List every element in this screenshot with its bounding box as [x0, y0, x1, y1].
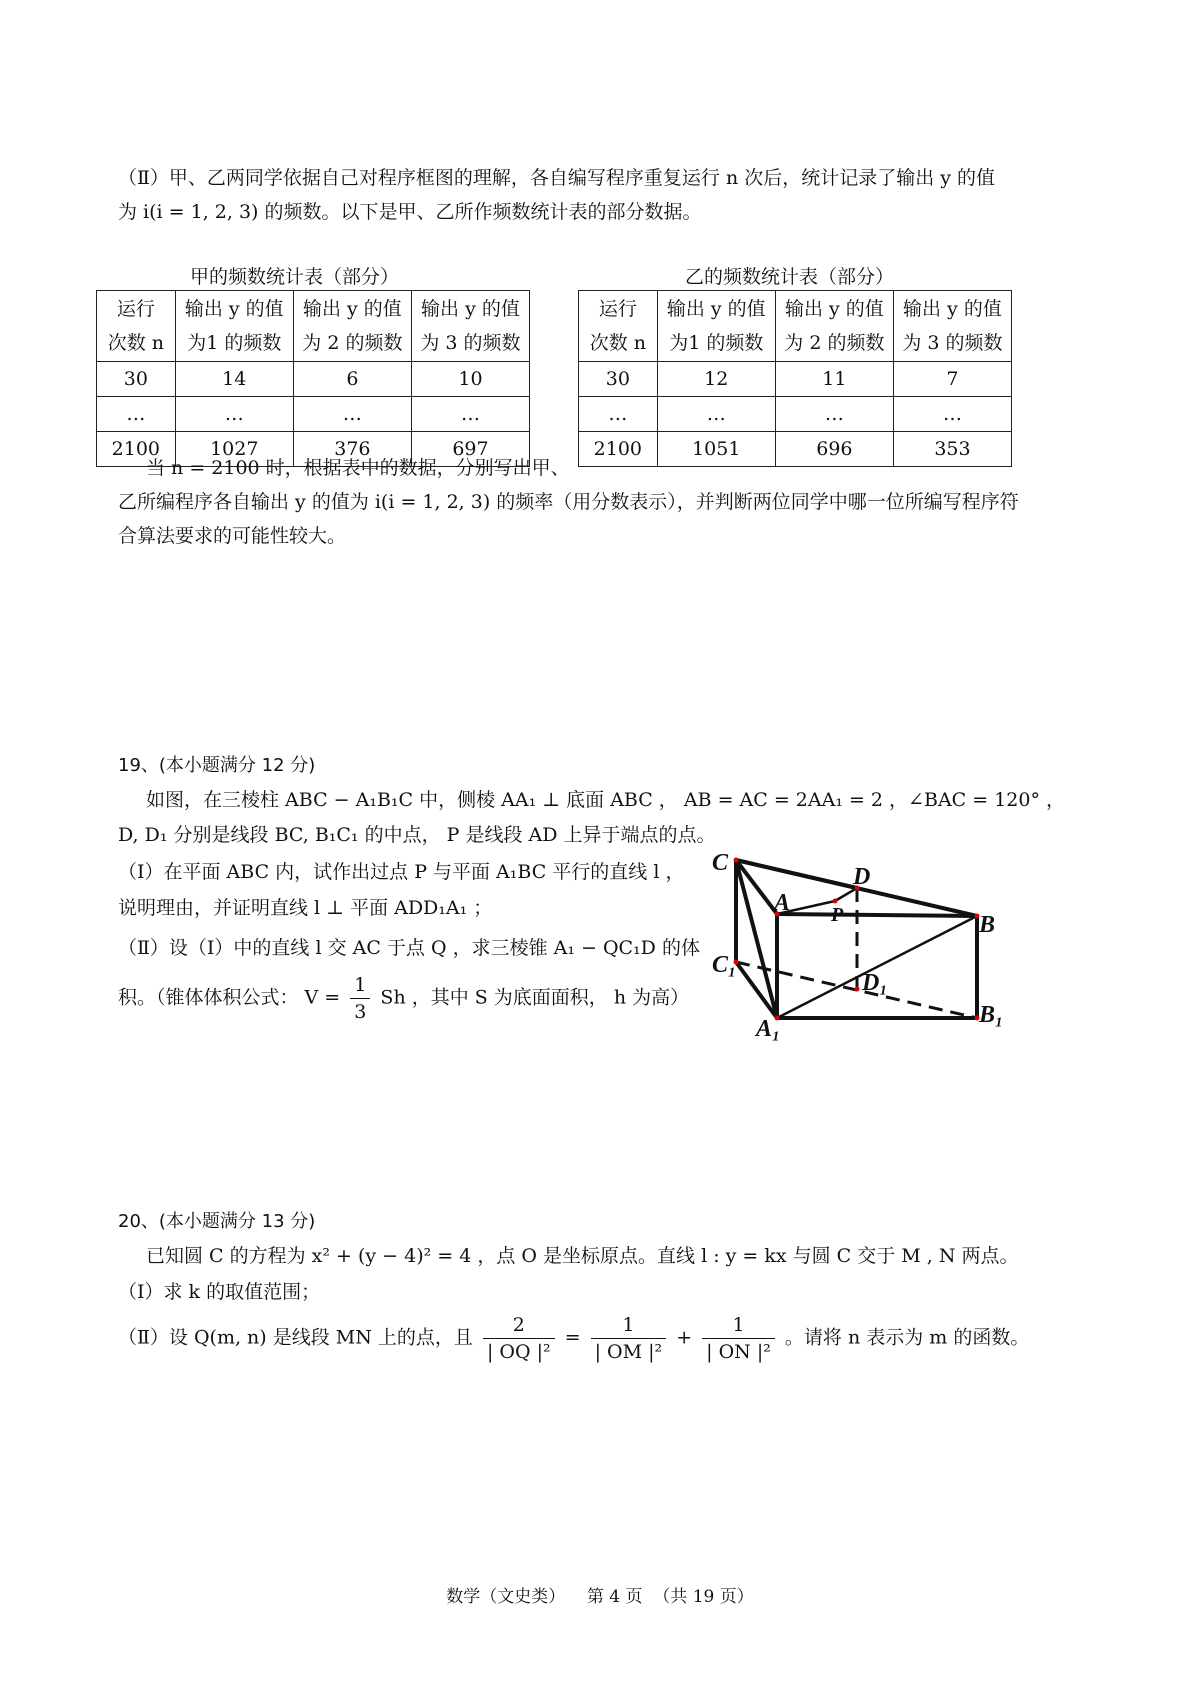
point-P: [833, 899, 838, 904]
page-footer: 数学（文史类） 第 4 页 （共 19 页）: [446, 1587, 754, 1607]
header-cell: 输出 y 的值 为1 的频数: [175, 291, 293, 362]
table-row: [579, 362, 1012, 397]
label-A1: A₁: [756, 1016, 781, 1042]
cell: …: [293, 397, 411, 432]
cell: 30: [579, 362, 658, 397]
table-row: [97, 397, 530, 432]
cell: …: [657, 397, 775, 432]
part2-question-line1: 当 n = 2100 时，根据表中的数据，分别写出甲、: [146, 457, 570, 479]
q20-line1: 已知圆 C 的方程为 x² + (y − 4)² = 4 ，点 O 是坐标原点。直线 l : y = kx 与圆 C 交于 M , N 两点。: [146, 1245, 1019, 1267]
part2-question-line2: 乙所编程序各自输出 y 的值为 i(i = 1, 2, 3) 的频率（用分数表示），并判断两位同学中哪一位所编写程序符: [118, 491, 1019, 513]
table-yi-caption: 乙的频数统计表（部分）: [685, 266, 895, 288]
cell: …: [175, 397, 293, 432]
cell: …: [579, 397, 658, 432]
q19-line6-post: Sh ，其中 S 为底面面积， h 为高）: [380, 986, 690, 1009]
cell: …: [893, 397, 1011, 432]
q19-line6-pre: 积。（锥体体积公式： V =: [118, 986, 341, 1009]
cell: 10: [411, 362, 529, 397]
table-jia: [96, 290, 530, 467]
q19-heading: 19、(本小题满分 12 分): [118, 755, 316, 776]
table-row: [97, 362, 530, 397]
label-D1: D₁: [862, 970, 888, 996]
header-cell: 运行 次数 n: [97, 291, 176, 362]
header-cell: 输出 y 的值 为 2 的频数: [775, 291, 893, 362]
label-P: P: [831, 904, 844, 926]
edge-A1B: [777, 916, 977, 1018]
cell: 1051: [657, 432, 775, 467]
prism-figure: [700, 840, 1030, 1050]
cell: 1027: [175, 432, 293, 467]
plus-sign: +: [676, 1326, 693, 1349]
q19-line4: 说明理由，并证明直线 l ⊥ 平面 ADD₁A₁ ；: [118, 897, 493, 919]
fraction-numerator: 1: [591, 1312, 667, 1339]
header-cell: 输出 y 的值 为 3 的频数: [411, 291, 529, 362]
label-B: B: [979, 912, 996, 938]
cell: 353: [893, 432, 1011, 467]
fraction-denominator: | OQ |²: [486, 1341, 551, 1363]
part2-intro-line2: 为 i(i = 1, 2, 3) 的频数。以下是甲、乙所作频数统计表的部分数据。: [118, 201, 702, 223]
edge-AB: [777, 914, 977, 916]
cell: 697: [411, 432, 529, 467]
cell: …: [775, 397, 893, 432]
cell: 14: [175, 362, 293, 397]
cell: …: [97, 397, 176, 432]
fraction-numerator: 1: [702, 1312, 775, 1339]
q19-line6: [118, 972, 689, 1025]
cell: 6: [293, 362, 411, 397]
q19-line2: D, D₁ 分别是线段 BC, B₁C₁ 的中点， P 是线段 AD 上异于端点的点。: [118, 824, 716, 846]
header-cell: 输出 y 的值 为 3 的频数: [893, 291, 1011, 362]
table-row: [579, 432, 1012, 467]
q20-line2: （Ⅰ）求 k 的取值范围；: [118, 1281, 321, 1303]
q20-line3: [118, 1312, 1029, 1365]
part2-question-line3: 合算法要求的可能性较大。: [118, 525, 347, 547]
label-A: A: [774, 890, 791, 916]
fraction-denominator: 3: [354, 1001, 367, 1023]
label-C1: C₁: [712, 952, 737, 978]
header-cell: 输出 y 的值 为1 的频数: [657, 291, 775, 362]
q19-line3: （Ⅰ）在平面 ABC 内，试作出过点 P 与平面 A₁BC 平行的直线 l ，: [118, 861, 685, 883]
fraction-numerator: 2: [483, 1312, 555, 1339]
cell: 696: [775, 432, 893, 467]
cell: …: [411, 397, 529, 432]
part2-intro-line1: （Ⅱ）甲、乙两同学依据自己对程序框图的理解，各自编写程序重复运行 n 次后，统计记录了输出 y 的值: [118, 167, 996, 189]
fraction-denominator: | ON |²: [706, 1341, 771, 1363]
label-B1: B₁: [979, 1002, 1004, 1028]
fraction: [350, 972, 370, 1025]
label-D: D: [853, 864, 871, 890]
point-C: [734, 858, 739, 863]
cell: 2100: [97, 432, 176, 467]
header-cell: 输出 y 的值 为 2 的频数: [293, 291, 411, 362]
point-D1: [855, 987, 860, 992]
q19-line1: 如图，在三棱柱 ABC − A₁B₁C 中，侧棱 AA₁ ⊥ 底面 ABC ， AB = AC = 2AA₁ = 2 ，∠BAC = 120° ，: [146, 789, 1066, 811]
label-C: C: [712, 850, 729, 876]
header-cell: 运行 次数 n: [579, 291, 658, 362]
q20-heading: 20、(本小题满分 13 分): [118, 1211, 316, 1232]
cell: 11: [775, 362, 893, 397]
cell: 376: [293, 432, 411, 467]
fraction-denominator: | OM |²: [594, 1341, 663, 1363]
fraction: [702, 1312, 775, 1365]
equals-sign: =: [564, 1326, 581, 1349]
fraction: [591, 1312, 667, 1365]
fraction-numerator: 1: [350, 972, 370, 999]
q19-line5: （Ⅱ）设（Ⅰ）中的直线 l 交 AC 于点 Q ，求三棱锥 A₁ − QC₁D 的体: [118, 937, 700, 959]
q20-line3-pre: （Ⅱ）设 Q(m, n) 是线段 MN 上的点，且: [118, 1326, 473, 1349]
q20-line3-post: 。请将 n 表示为 m 的函数。: [784, 1326, 1030, 1349]
fraction: [483, 1312, 555, 1365]
cell: 12: [657, 362, 775, 397]
table-jia-caption: 甲的频数统计表（部分）: [190, 266, 400, 288]
cell: 2100: [579, 432, 658, 467]
table-yi: [578, 290, 1012, 467]
cell: 30: [97, 362, 176, 397]
table-row: [579, 397, 1012, 432]
cell: 7: [893, 362, 1011, 397]
